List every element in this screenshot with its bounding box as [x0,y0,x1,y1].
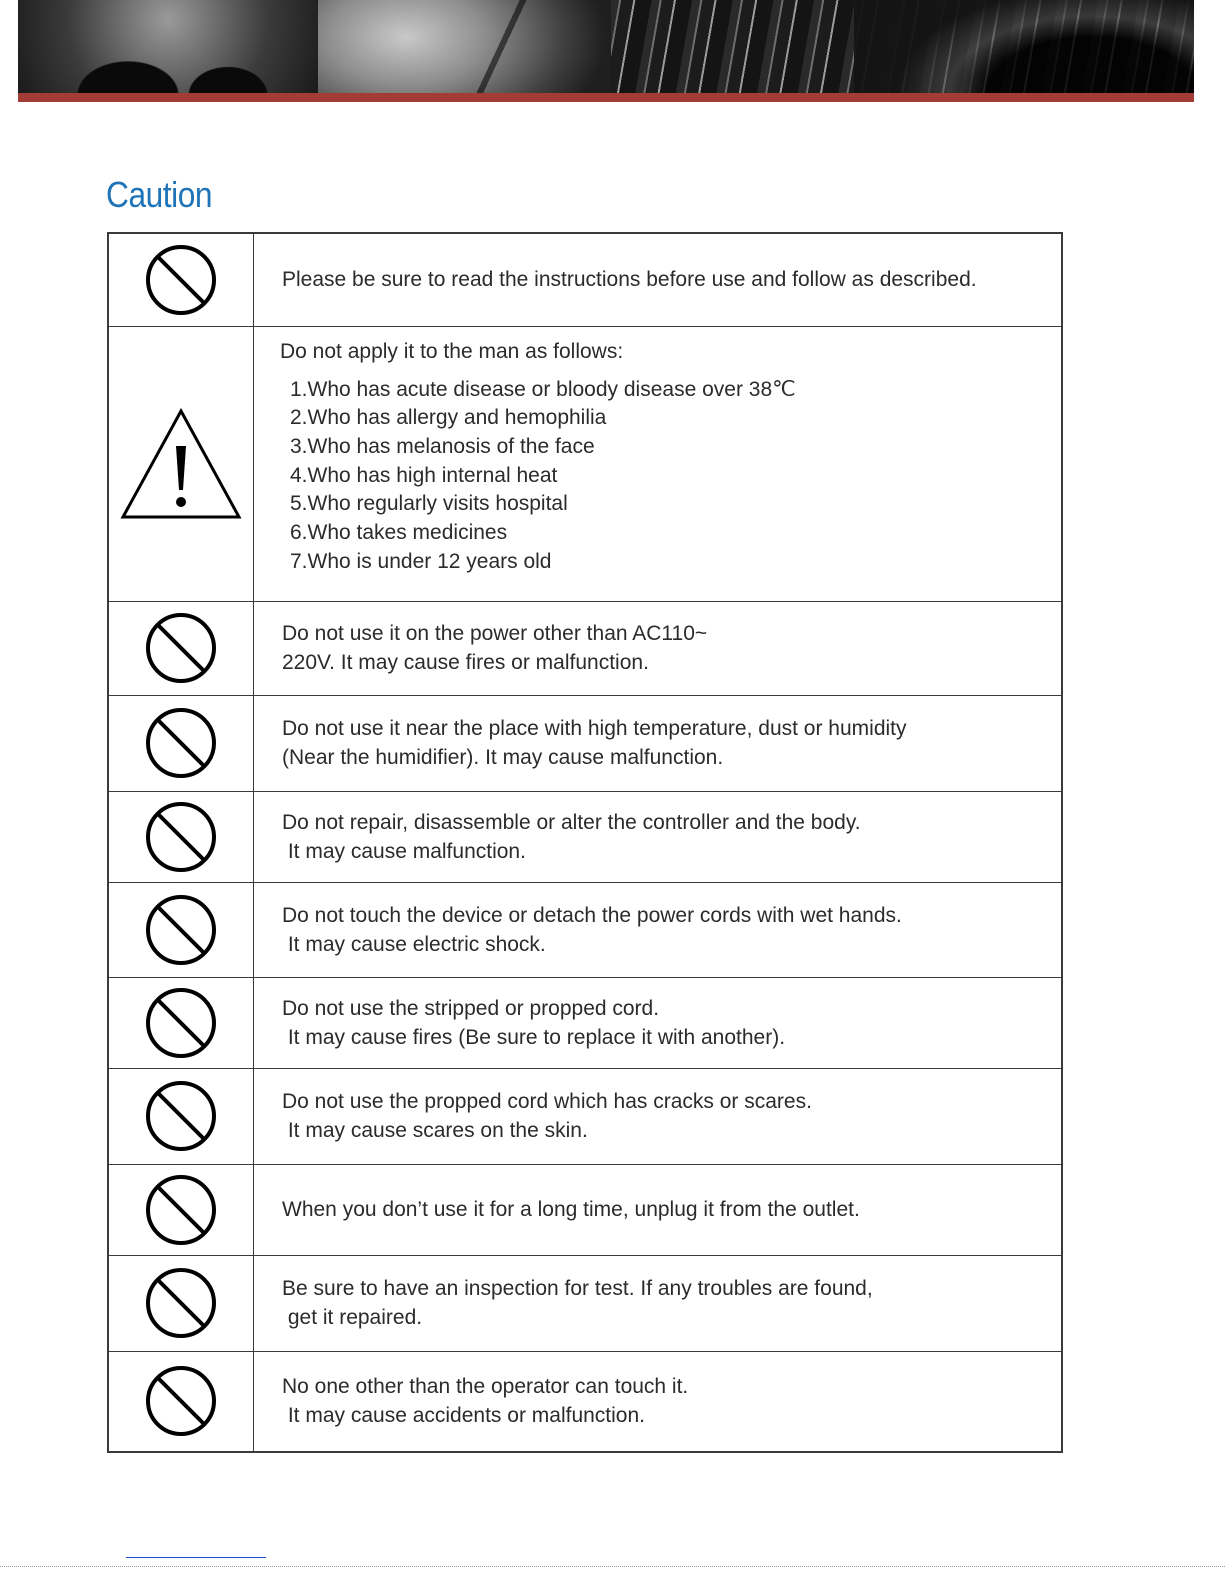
list-lead: Do not apply it to the man as follows: [280,339,624,363]
footer-link-underline [126,1557,266,1558]
caution-line: It may cause scares on the skin. [282,1119,588,1142]
caution-text [254,1351,1063,1452]
contraindication-list [280,376,1061,577]
banner-accent-strip [18,93,1194,102]
prohibition-icon [144,986,218,1060]
header-banner-image [18,0,1194,93]
icon-cell [108,882,254,977]
caution-row [108,1068,1062,1164]
caution-text [254,882,1063,977]
caution-row [108,695,1062,791]
icon-cell [108,601,254,695]
caution-row [108,1255,1062,1351]
prohibition-icon [144,706,218,780]
caution-line: Do not use the propped cord which has cracks or scares. [282,1090,812,1113]
list-item: 7.Who is under 12 years old [290,549,552,573]
caution-line: 220V. It may cause fires or malfunction. [282,651,649,674]
icon-cell [108,977,254,1068]
icon-cell [108,1164,254,1255]
prohibition-icon [144,800,218,874]
caution-line: get it repaired. [282,1306,423,1329]
prohibition-icon [144,1364,218,1438]
caution-line: It may cause electric shock. [282,932,546,956]
icon-cell [108,326,254,601]
list-item: 6.Who takes medicines [290,521,508,545]
caution-table [107,232,1063,1453]
caution-line: No one other than the operator can touch it. [282,1375,689,1399]
caution-line: Do not repair, disassemble or alter the controller and the body. [282,810,861,834]
caution-row [108,1351,1062,1452]
list-item: 2.Who has allergy and hemophilia [290,406,607,430]
list-item: 5.Who regularly visits hospital [290,492,568,516]
caution-row [108,601,1062,695]
prohibition-icon [144,893,218,967]
caution-line: It may cause fires (Be sure to replace it with another). [282,1025,786,1049]
prohibition-icon [144,1266,218,1340]
prohibition-icon [144,611,218,685]
prohibition-icon [144,1173,218,1247]
caution-line: Be sure to have an inspection for test. If any troubles are found, [282,1277,873,1300]
caution-text [254,791,1063,882]
caution-text [254,601,1063,695]
warning-triangle-icon [120,408,242,520]
prohibition-icon [144,243,218,317]
list-item: 3.Who has melanosis of the face [290,434,595,458]
caution-line: Do not use it on the power other than AC110~ [282,622,708,645]
caution-text [254,1255,1063,1351]
banner-panel-stripes [611,0,1194,93]
caution-line: When you don’t use it for a long time, unplug it from the outlet. [282,1198,860,1221]
caution-row [108,791,1062,882]
icon-cell [108,233,254,326]
list-item: 4.Who has high internal heat [290,463,558,487]
caution-row [108,326,1062,601]
footer-divider [0,1566,1225,1567]
icon-cell [108,1351,254,1452]
caution-row [108,1164,1062,1255]
caution-line: It may cause accidents or malfunction. [282,1404,645,1428]
caution-list-cell [254,326,1063,601]
prohibition-icon [144,1079,218,1153]
caution-text [254,695,1063,791]
caution-row [108,233,1062,326]
icon-cell [108,1068,254,1164]
caution-line: It may cause malfunction. [282,839,526,863]
banner-panel-texture [318,0,611,93]
caution-text [254,1164,1063,1255]
caution-line: Do not use it near the place with high temperature, dust or humidity [282,717,907,740]
icon-cell [108,791,254,882]
icon-cell [108,695,254,791]
caution-row [108,977,1062,1068]
caution-text [254,977,1063,1068]
caution-line: Please be sure to read the instructions before use and follow as described. [282,268,977,292]
caution-line: (Near the humidifier). It may cause malfunction. [282,746,724,769]
caution-row [108,882,1062,977]
banner-panel-wheel [18,0,318,93]
caution-text [254,1068,1063,1164]
caution-text [254,233,1063,326]
list-item: 1.Who has acute disease or bloody disease over 38℃ [290,377,796,401]
page-title: Caution [106,174,213,215]
icon-cell [108,1255,254,1351]
caution-line: Do not touch the device or detach the power cords with wet hands. [282,903,902,927]
caution-line: Do not use the stripped or propped cord. [282,996,660,1020]
